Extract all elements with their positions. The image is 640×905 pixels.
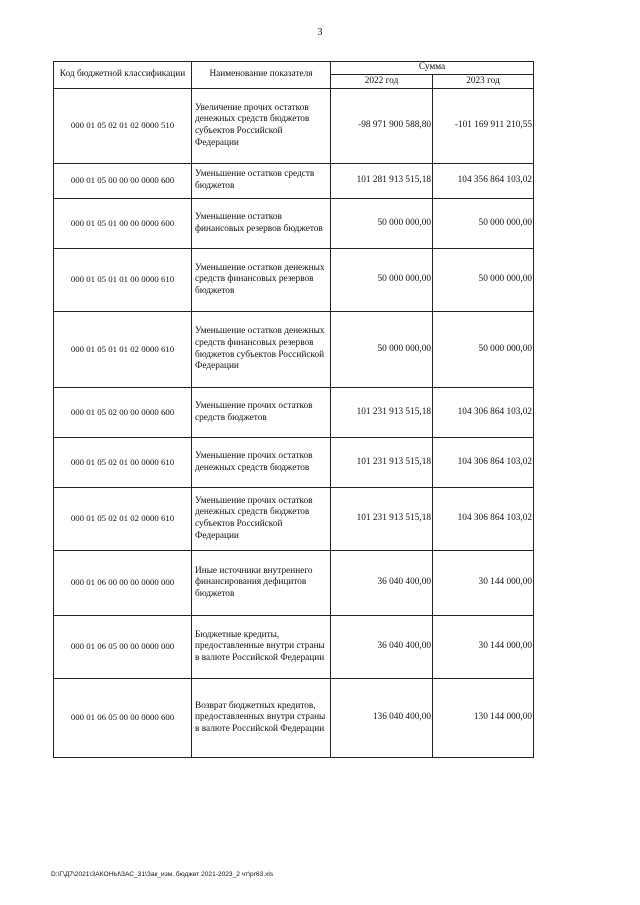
table-row bbox=[54, 164, 534, 199]
table-row bbox=[54, 551, 534, 616]
page-number: 3 bbox=[317, 27, 323, 38]
header-code: Код бюджетной классификации bbox=[54, 62, 192, 89]
row-name: Возврат бюджетных кредитов, предоставленных внутри страны в валюте Российской Федерации bbox=[192, 679, 331, 758]
row-sum-2023: 104 306 864 103,02 bbox=[433, 488, 534, 551]
table-row bbox=[54, 249, 534, 312]
header-year-2022: 2022 год bbox=[331, 75, 433, 89]
table-row bbox=[54, 488, 534, 551]
row-name: Уменьшение остатков денежных средств финансовых резервов бюджетов субъектов Российской Федерации bbox=[192, 312, 331, 388]
row-sum-2023: -101 169 911 210,55 bbox=[433, 89, 534, 164]
row-code: 000 01 05 01 01 02 0000 610 bbox=[54, 312, 192, 388]
row-name: Иные источники внутреннего финансирования дефицитов бюджетов bbox=[192, 551, 331, 616]
table-row bbox=[54, 312, 534, 388]
row-sum-2023: 104 306 864 103,02 bbox=[433, 438, 534, 488]
row-code: 000 01 05 00 00 00 0000 600 bbox=[54, 164, 192, 199]
row-sum-2022: 101 231 913 515,18 bbox=[331, 488, 433, 551]
row-name: Уменьшение прочих остатков денежных средств бюджетов bbox=[192, 438, 331, 488]
table-row bbox=[54, 199, 534, 249]
row-sum-2023: 50 000 000,00 bbox=[433, 312, 534, 388]
row-sum-2023: 130 144 000,00 bbox=[433, 679, 534, 758]
header-sum: Сумма bbox=[331, 62, 534, 75]
row-sum-2022: 36 040 400,00 bbox=[331, 616, 433, 679]
row-sum-2023: 104 306 864 103,02 bbox=[433, 388, 534, 438]
row-name: Увеличение прочих остатков денежных средств бюджетов субъектов Российской Федерации bbox=[192, 89, 331, 164]
table-row bbox=[54, 616, 534, 679]
row-name: Уменьшение прочих остатков денежных средств бюджетов субъектов Российской Федерации bbox=[192, 488, 331, 551]
row-sum-2022: 101 231 913 515,18 bbox=[331, 438, 433, 488]
table-header-row bbox=[54, 62, 534, 75]
row-sum-2022: 50 000 000,00 bbox=[331, 249, 433, 312]
budget-sources-table bbox=[53, 61, 534, 758]
row-code: 000 01 05 02 01 00 0000 610 bbox=[54, 438, 192, 488]
row-sum-2022: 36 040 400,00 bbox=[331, 551, 433, 616]
table-row bbox=[54, 89, 534, 164]
row-name: Уменьшение остатков денежных средств финансовых резервов бюджетов bbox=[192, 249, 331, 312]
row-sum-2023: 30 144 000,00 bbox=[433, 551, 534, 616]
row-name: Уменьшение остатков финансовых резервов бюджетов bbox=[192, 199, 331, 249]
row-code: 000 01 05 02 00 00 0000 600 bbox=[54, 388, 192, 438]
row-code: 000 01 06 00 00 00 0000 000 bbox=[54, 551, 192, 616]
row-sum-2022: 50 000 000,00 bbox=[331, 199, 433, 249]
table-row bbox=[54, 679, 534, 758]
row-code: 000 01 05 02 01 02 0000 610 bbox=[54, 488, 192, 551]
row-sum-2023: 30 144 000,00 bbox=[433, 616, 534, 679]
row-name: Уменьшение остатков средств бюджетов bbox=[192, 164, 331, 199]
row-code: 000 01 05 01 00 00 0000 600 bbox=[54, 199, 192, 249]
row-code: 000 01 06 05 00 00 0000 600 bbox=[54, 679, 192, 758]
row-sum-2022: 101 281 913 515,18 bbox=[331, 164, 433, 199]
table-row bbox=[54, 438, 534, 488]
row-sum-2023: 104 356 864 103,02 bbox=[433, 164, 534, 199]
row-code: 000 01 05 01 01 00 0000 610 bbox=[54, 249, 192, 312]
file-path-footer: D:\Г\Д7\2021\ЗАКОНЫ\ЗАС_31\Зак_изм. бюджет 2021-2023_2 чт\pr63.xls bbox=[51, 871, 274, 878]
row-code: 000 01 06 05 00 00 0000 000 bbox=[54, 616, 192, 679]
row-sum-2023: 50 000 000,00 bbox=[433, 249, 534, 312]
row-sum-2023: 50 000 000,00 bbox=[433, 199, 534, 249]
row-sum-2022: 50 000 000,00 bbox=[331, 312, 433, 388]
table-row bbox=[54, 388, 534, 438]
header-year-2023: 2023 год bbox=[433, 75, 534, 89]
row-name: Уменьшение прочих остатков средств бюджетов bbox=[192, 388, 331, 438]
row-sum-2022: 101 231 913 515,18 bbox=[331, 388, 433, 438]
row-code: 000 01 05 02 01 02 0000 510 bbox=[54, 89, 192, 164]
row-sum-2022: -98 971 900 588,80 bbox=[331, 89, 433, 164]
row-name: Бюджетные кредиты, предоставленные внутри страны в валюте Российской Федерации bbox=[192, 616, 331, 679]
header-name: Наименование показателя bbox=[192, 62, 331, 89]
row-sum-2022: 136 040 400,00 bbox=[331, 679, 433, 758]
